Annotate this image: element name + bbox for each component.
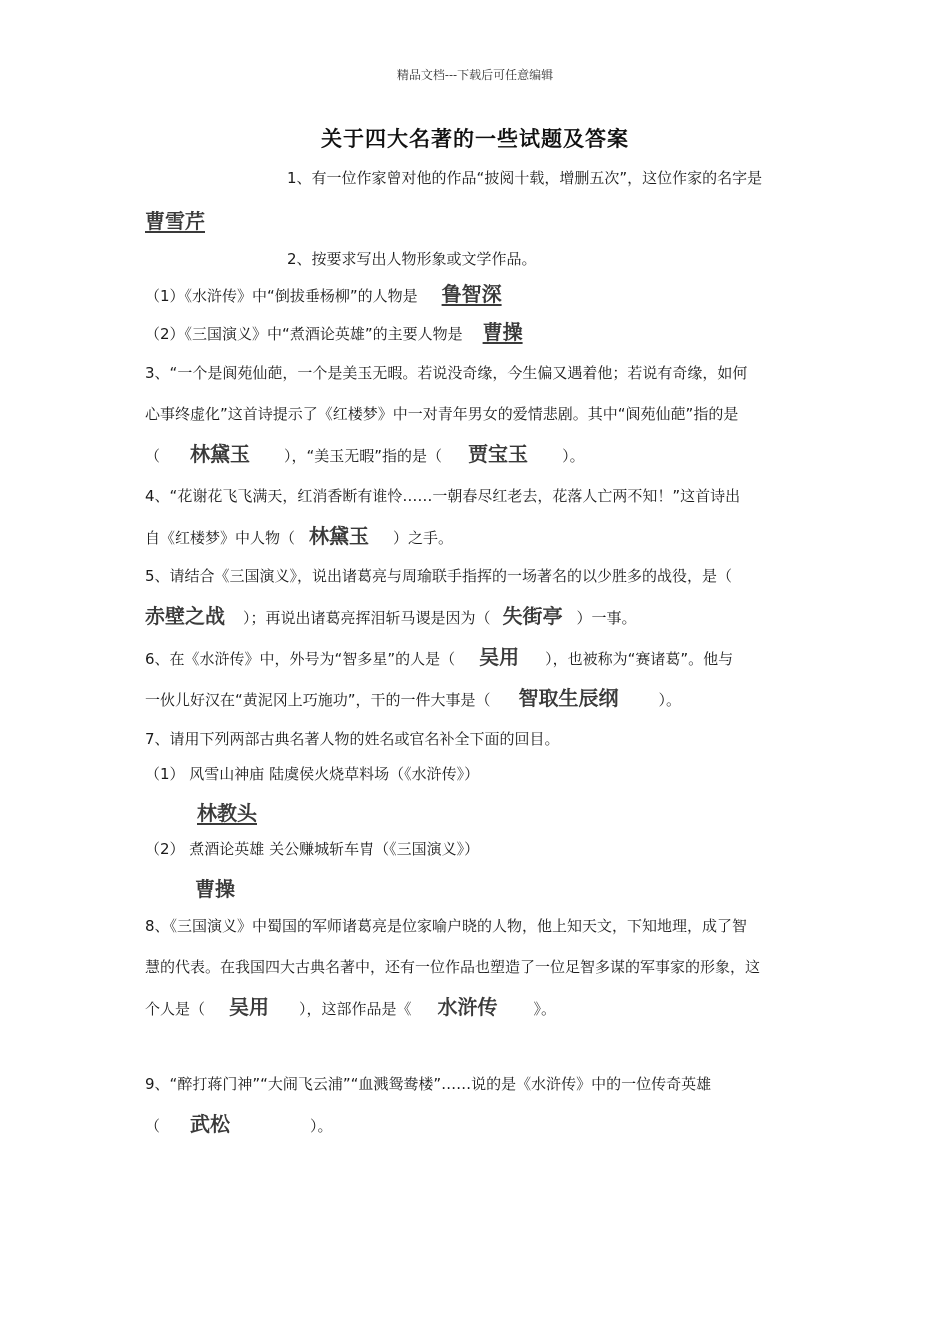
q4-post: ）之手。	[393, 529, 454, 547]
q5-answer1: 赤壁之战	[145, 604, 225, 628]
q7-part2-answer-text: 曹操	[195, 877, 235, 901]
q7-part1-answer	[185, 797, 257, 826]
q2-part1	[145, 284, 502, 306]
q6-line1	[145, 647, 733, 669]
q6-post: ）。	[658, 691, 682, 709]
q1-answer	[145, 205, 205, 234]
q7-part2-answer	[195, 873, 235, 902]
q7-part1-answer-text: 林教头	[197, 801, 257, 825]
q3-open: （	[145, 447, 161, 465]
q4-answer: 林黛玉	[309, 524, 370, 548]
q9-close: ）。	[310, 1117, 333, 1135]
q2-part2-answer: 曹操	[482, 320, 523, 344]
q5-answer2: 失街亭	[502, 604, 563, 628]
q8-line1: 8、《三国演义》中蜀国的军师诸葛亮是位家喻户晓的人物，他上知天文，下知地理，成了智	[145, 917, 748, 935]
q3-answer1: 林黛玉	[190, 442, 251, 466]
q3-line1: 3、“一个是阆苑仙葩，一个是美玉无暇。若说没奇缘，今生偏又遇着他；若说有奇缘，如何	[145, 364, 748, 382]
q1-text: 1、有一位作家曾对他的作品“披阅十载，增删五次”，这位作家的名字是	[287, 169, 763, 187]
q1-answer-text: 曹雪芹	[145, 209, 205, 233]
q3-answer2: 贾宝玉	[468, 442, 529, 466]
q2-part1-answer: 鲁智深	[441, 282, 502, 306]
q8-line3	[145, 997, 556, 1019]
q6-pre: 6、在《水浒传》中，外号为“智多星”的人是（	[145, 650, 456, 668]
q3-mid: ），“美玉无暇”指的是（	[284, 447, 443, 465]
q6-line2-pre: 一伙儿好汉在“黄泥冈上巧施功”，干的一件大事是（	[145, 691, 491, 709]
q6-answer1: 吴用	[479, 645, 520, 669]
q9-open: （	[145, 1117, 161, 1135]
q6-answer2: 智取生辰纲	[518, 686, 619, 710]
q3-line2: 心事终虚化”这首诗提示了《红楼梦》中一对青年男女的爱情悲剧。其中“阆苑仙葩”指的是	[145, 405, 739, 423]
q8-post: 》。	[533, 1000, 557, 1018]
q4-pre: 自《红楼梦》中人物（	[145, 529, 296, 547]
q5-mid: ）；再说出诸葛亮挥泪斩马谡是因为（	[243, 609, 491, 627]
q5-line2	[145, 606, 637, 628]
q8-mid: ），这部作品是《	[299, 1000, 412, 1018]
q9-line2	[145, 1114, 333, 1136]
q9-answer: 武松	[190, 1112, 231, 1136]
q4-line2	[145, 526, 453, 548]
q6-line2	[145, 688, 681, 710]
page-header: 精品文档---下载后可任意编辑	[396, 68, 554, 82]
q8-line2: 慧的代表。在我国四大古典名著中，还有一位作品也塑造了一位足智多谋的军事家的形象，这	[145, 958, 761, 976]
q5-post: ）一事。	[576, 609, 637, 627]
page-title: 关于四大名著的一些试题及答案	[321, 127, 629, 151]
q2-part2-text: （2）《三国演义》中“煮酒论英雄”的主要人物是	[145, 325, 463, 343]
q2-part1-text: （1）《水浒传》中“倒拔垂杨柳”的人物是	[145, 287, 418, 305]
q5-line1: 5、请结合《三国演义》，说出诸葛亮与周瑜联手指挥的一场著名的以少胜多的战役，是（	[145, 567, 733, 585]
q8-answer1: 吴用	[229, 995, 270, 1019]
q7-part1-text: （1） 风雪山神庙 陆虞侯火烧草料场（《水浒传》）	[145, 765, 480, 783]
q7-part2-text: （2） 煮酒论英雄 关公赚城斩车胄（《三国演义》）	[145, 840, 480, 858]
q3-close: ）。	[562, 447, 585, 465]
q2-part2	[145, 322, 523, 344]
q3-line3	[145, 444, 585, 466]
q6-mid: ），也被称为“赛诸葛”。他与	[545, 650, 734, 668]
q8-pre: 个人是（	[145, 1000, 206, 1018]
q7-text: 7、请用下列两部古典名著人物的姓名或官名补全下面的回目。	[145, 730, 560, 748]
q9-line1: 9、“醉打蒋门神”“大闹飞云浦”“血溅鸳鸯楼”……说的是《水浒传》中的一位传奇英雄	[145, 1075, 712, 1093]
q2-text: 2、按要求写出人物形象或文学作品。	[287, 250, 537, 268]
q4-line1: 4、“花谢花飞飞满天，红消香断有谁怜……一朝春尽红老去，花落人亡两不知！”这首诗出	[145, 487, 741, 505]
q8-answer2: 水浒传	[437, 995, 498, 1019]
